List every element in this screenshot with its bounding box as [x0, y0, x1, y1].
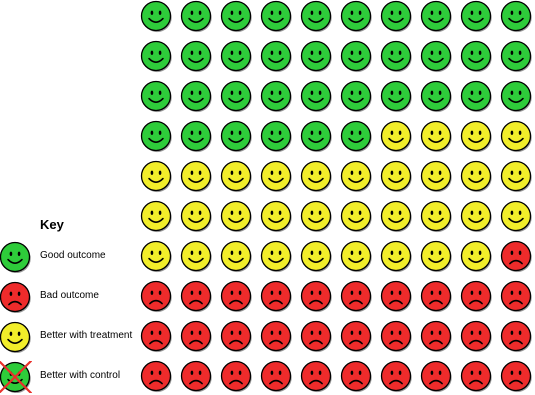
- treatment-face: [142, 162, 172, 193]
- good-face: [462, 82, 492, 113]
- treatment-face: [222, 162, 252, 193]
- bad-face: [342, 322, 372, 353]
- good-face: [302, 82, 332, 113]
- treatment-face: [342, 162, 372, 193]
- good-face: [462, 2, 492, 33]
- good-face: [142, 42, 172, 73]
- good-face: [182, 82, 212, 113]
- treatment-face: [1, 323, 31, 354]
- key-label-treatment: Better with treatment: [40, 330, 133, 341]
- good-face: [422, 42, 452, 73]
- good-face: [182, 122, 212, 153]
- good-face: [302, 122, 332, 153]
- treatment-face: [462, 242, 492, 273]
- key-item-bad: [0, 281, 140, 313]
- treatment-face: [462, 162, 492, 193]
- good-face: [342, 2, 372, 33]
- bad-face: [182, 322, 212, 353]
- control-face: [0, 361, 32, 393]
- bad-face: [302, 322, 332, 353]
- good-face: [302, 2, 332, 33]
- key-label-good: Good outcome: [40, 250, 106, 261]
- treatment-face: [222, 242, 252, 273]
- key-title: Key: [40, 217, 64, 232]
- bad-face: [462, 282, 492, 313]
- treatment-face: [382, 242, 412, 273]
- treatment-face: [142, 242, 172, 273]
- bad-face: [222, 362, 252, 393]
- key-label-control: Better with control: [40, 370, 121, 381]
- bad-face: [1, 283, 31, 314]
- good-face: [382, 2, 412, 33]
- treatment-face: [262, 162, 292, 193]
- bad-face: [182, 362, 212, 393]
- good-face: [342, 122, 372, 153]
- bad-face: [502, 322, 532, 353]
- bad-face: [462, 362, 492, 393]
- treatment-face: [382, 162, 412, 193]
- bad-face: [502, 362, 532, 393]
- good-face: [342, 82, 372, 113]
- bad-face: [222, 282, 252, 313]
- treatment-face: [302, 202, 332, 233]
- bad-face: [142, 322, 172, 353]
- treatment-face: [182, 242, 212, 273]
- bad-face: [422, 362, 452, 393]
- key-label-bad: Bad outcome: [40, 290, 99, 301]
- good-face: [342, 42, 372, 73]
- treatment-face: [342, 202, 372, 233]
- good-face: [262, 82, 292, 113]
- good-face: [302, 42, 332, 73]
- good-face: [262, 2, 292, 33]
- bad-face: [142, 282, 172, 313]
- bad-face: [222, 322, 252, 353]
- good-face: [222, 2, 252, 33]
- bad-face: [302, 362, 332, 393]
- bad-face: [262, 282, 292, 313]
- treatment-face: [222, 202, 252, 233]
- treatment-face: [462, 202, 492, 233]
- treatment-face: [422, 162, 452, 193]
- treatment-face: [422, 122, 452, 153]
- good-face: [382, 42, 412, 73]
- treatment-face: [142, 202, 172, 233]
- bad-face: [142, 362, 172, 393]
- good-face: [262, 122, 292, 153]
- good-face: [422, 82, 452, 113]
- bad-face: [422, 282, 452, 313]
- treatment-face: [302, 162, 332, 193]
- good-face: [382, 82, 412, 113]
- good-face: [182, 2, 212, 33]
- good-face: [142, 122, 172, 153]
- good-face: [502, 2, 532, 33]
- key-item-good: [0, 241, 140, 273]
- bad-face: [382, 322, 412, 353]
- bad-face: [182, 282, 212, 313]
- treatment-face: [182, 202, 212, 233]
- good-face: [222, 42, 252, 73]
- treatment-face-icon: [0, 321, 32, 353]
- good-face: [142, 82, 172, 113]
- treatment-face: [382, 122, 412, 153]
- bad-face: [422, 322, 452, 353]
- treatment-face: [382, 202, 412, 233]
- bad-face: [342, 362, 372, 393]
- bad-face: [262, 362, 292, 393]
- treatment-face: [502, 162, 532, 193]
- good-face: [222, 82, 252, 113]
- bad-face-icon: [0, 281, 32, 313]
- good-face: [262, 42, 292, 73]
- good-face: [1, 243, 31, 274]
- key-item-treatment: [0, 321, 140, 353]
- bad-face: [342, 282, 372, 313]
- treatment-face: [422, 242, 452, 273]
- key-item-control: [0, 361, 140, 393]
- bad-face: [262, 322, 292, 353]
- bad-face: [502, 282, 532, 313]
- good-face: [502, 82, 532, 113]
- treatment-face: [262, 242, 292, 273]
- treatment-face: [462, 122, 492, 153]
- good-face: [502, 42, 532, 73]
- bad-face: [382, 282, 412, 313]
- good-face: [222, 122, 252, 153]
- bad-face: [302, 282, 332, 313]
- good-face-icon: [0, 241, 32, 273]
- bad-face: [382, 362, 412, 393]
- treatment-face: [182, 162, 212, 193]
- bad-face: [502, 242, 532, 273]
- treatment-face: [262, 202, 292, 233]
- good-face: [462, 42, 492, 73]
- treatment-face: [302, 242, 332, 273]
- bad-face: [462, 322, 492, 353]
- good-face: [142, 2, 172, 33]
- control-face-icon: [0, 361, 32, 393]
- treatment-face: [502, 122, 532, 153]
- treatment-face: [342, 242, 372, 273]
- treatment-face: [502, 202, 532, 233]
- good-face: [182, 42, 212, 73]
- treatment-face: [422, 202, 452, 233]
- good-face: [422, 2, 452, 33]
